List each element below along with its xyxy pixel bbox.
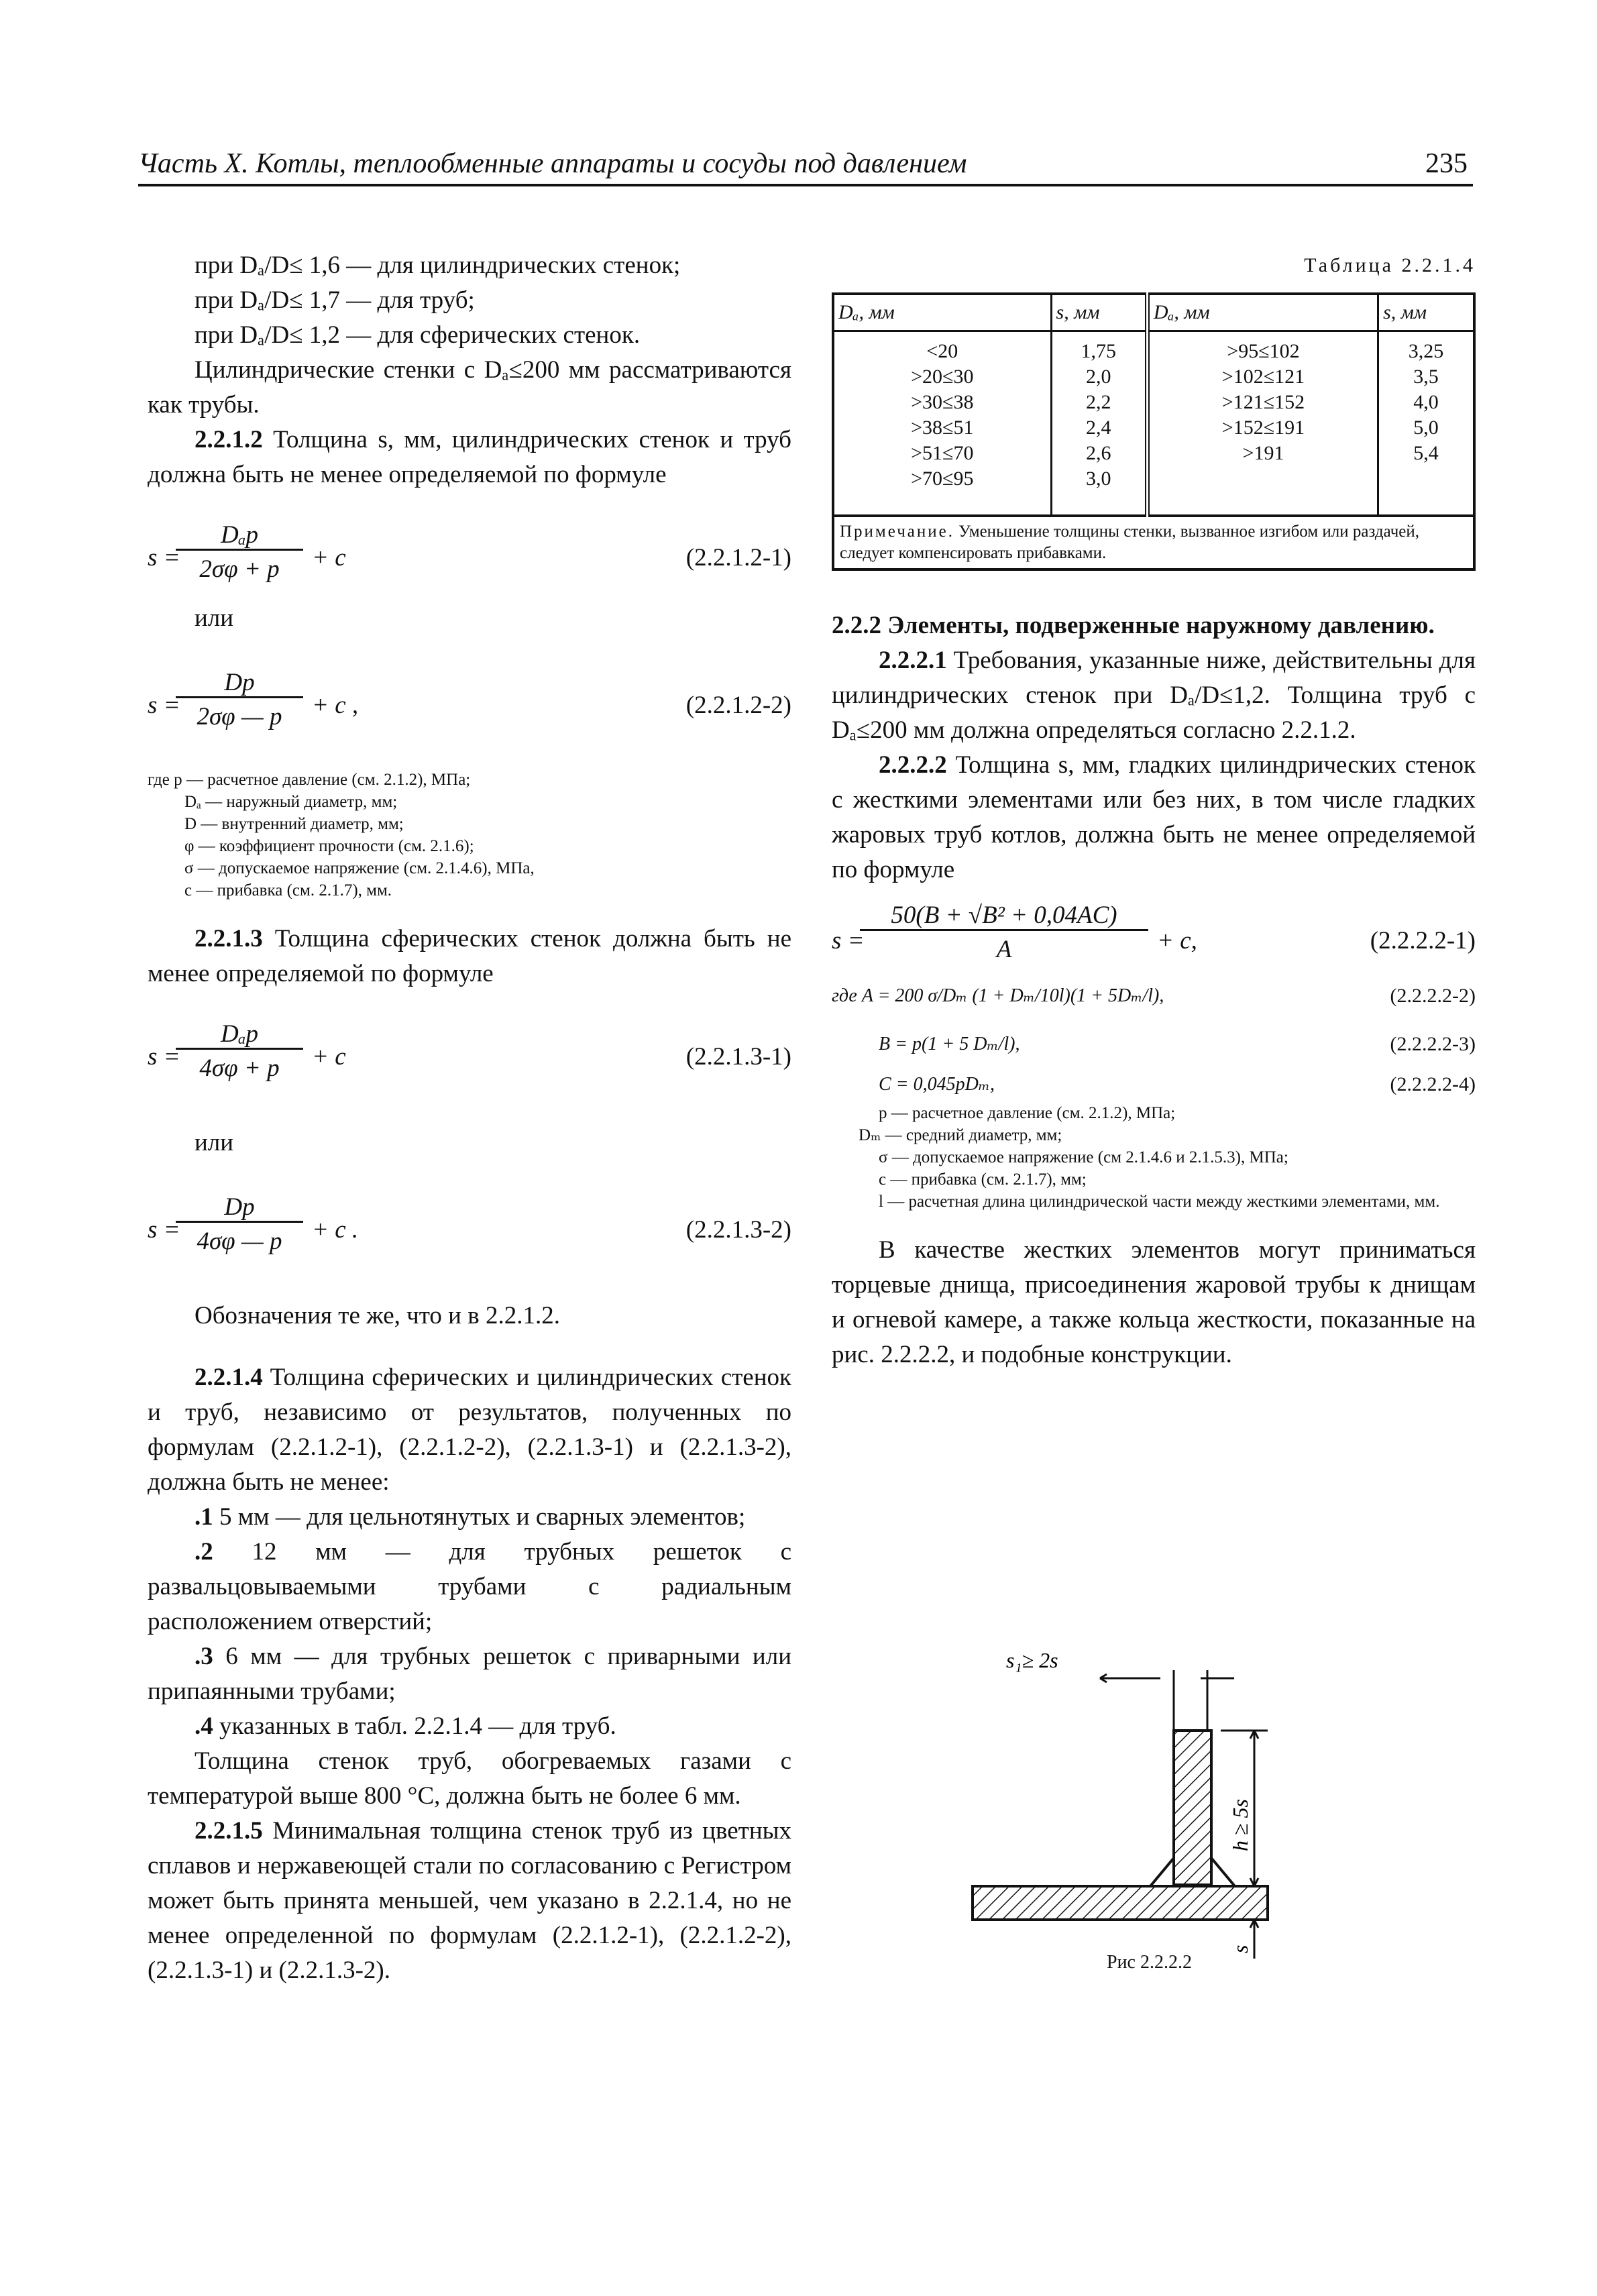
label-h: h ≥ 5s [1228, 1798, 1252, 1851]
list-item [148, 1639, 791, 1709]
formula-fraction [860, 898, 1148, 967]
section-2-2-2-2 [832, 748, 1476, 887]
list-item [148, 1535, 791, 1639]
formula-lhs: s = [148, 1043, 180, 1071]
formula-fraction [176, 1017, 303, 1086]
formula-2-2-1-2-2 [148, 653, 791, 754]
note-label: Примечание. [840, 523, 955, 541]
running-head [138, 142, 1473, 186]
formula-numerator: Dp [224, 1193, 255, 1221]
same-notation: Обозначения те же, что и в 2.2.1.2. [195, 1302, 560, 1329]
weld-left [1150, 1858, 1174, 1886]
condition-sphere: при Dₐ/D≤ 1,2 — для сферических стенок. [195, 321, 641, 349]
section-number: 2.2.1.5 [195, 1817, 263, 1845]
fraction-bar [860, 929, 1148, 931]
equation-number: (2.2.2.2-3) [1390, 1033, 1476, 1055]
table-cell: 1,75 2,0 2,2 2,4 2,6 3,0 [1051, 331, 1147, 516]
section-number: 2.2.2.1 [879, 647, 947, 674]
legend-line: c — прибавка (см. 2.1.7), мм. [184, 881, 392, 899]
label-s: s [1228, 1945, 1252, 1953]
table-row [833, 331, 1474, 516]
list-item [148, 1709, 791, 1744]
item-number: .1 [195, 1503, 213, 1531]
table-note [833, 516, 1474, 569]
equation-number: (2.2.1.2-2) [685, 692, 791, 719]
formula-tail: + c, [1157, 927, 1197, 954]
formula-numerator: Dₐp [220, 1020, 259, 1048]
section-2-2-2-title: 2.2.2 Элементы, подверженные наружному давлению. [832, 612, 1435, 639]
legend-line: Dₘ — средний диаметр, мм; [859, 1126, 1062, 1144]
section-number: 2.2.1.2 [195, 426, 263, 453]
label-s1: s₁≥ 2s [1006, 1648, 1058, 1672]
section-number: 2.2.2.2 [879, 751, 947, 779]
formula-2-2-1-3-2 [148, 1178, 791, 1278]
section-2-2-1-4 [148, 1360, 791, 1500]
formula-numerator: Dp [224, 669, 255, 696]
item-text: указанных в табл. 2.2.1.4 — для труб. [213, 1712, 616, 1740]
left-column [148, 248, 791, 1988]
formula-lhs: s = [148, 1216, 180, 1244]
table-cell: <20 >20≤30 >30≤38 >38≤51 >51≤70 >70≤95 [833, 331, 1051, 516]
right-column [832, 248, 1476, 1372]
formula-2-2-1-3-1 [148, 1005, 791, 1105]
formula-2-2-2-2-2 [832, 975, 1476, 1023]
equation-number: (2.2.2.2-2) [1390, 985, 1476, 1007]
legend-line: σ — допускаемое напряжение (см. 2.1.4.6), МПа, [184, 859, 535, 877]
formula-2-2-2-2-4 [832, 1071, 1476, 1102]
page-number: 235 [1425, 148, 1468, 179]
table-caption: Таблица 2.2.1.4 [1304, 254, 1476, 276]
table-cell: 3,25 3,5 4,0 5,0 5,4 [1378, 331, 1474, 516]
formula-denominator: 4σφ + p [199, 1054, 280, 1082]
legend-line: Dₐ — наружный диаметр, мм; [184, 793, 398, 811]
formula-tail: + c [312, 544, 346, 571]
fraction-bar [176, 1221, 303, 1223]
list-item [148, 1500, 791, 1535]
weld-right [1211, 1858, 1235, 1886]
table-header: s, мм [1378, 294, 1474, 331]
table-header: Dₐ, мм [833, 294, 1051, 331]
table-header: s, мм [1051, 294, 1147, 331]
equation-number: (2.2.2.2-1) [1370, 927, 1476, 954]
formula-text: B = p(1 + 5 Dₘ/l), [879, 1034, 1020, 1054]
fraction-bar [176, 1048, 303, 1050]
equation-number: (2.2.1.3-2) [685, 1216, 791, 1244]
section-text: Толщина s, мм, гладких цилиндрических стенок с жесткими элементами или без них, в том числе гладких жаровых труб котлов, должна быть не менее определяемой по формуле [832, 751, 1476, 883]
hot-tubes-paragraph: Толщина стенок труб, обогреваемых газами с температурой выше 800 °С, должна быть не более 6 мм. [148, 1747, 791, 1810]
condition-cylinder: при Dₐ/D≤ 1,6 — для цилиндрических стенок; [195, 252, 681, 279]
formula-denominator: A [996, 936, 1012, 963]
item-text: 5 мм — для цельнотянутых и сварных элементов; [213, 1503, 746, 1531]
table-header-row [833, 294, 1474, 331]
formula-numerator: Dₐp [220, 521, 259, 549]
section-text: Толщина сферических стенок должна быть не менее определяемой по формуле [148, 925, 791, 987]
legend-line: l — расчетная длина цилиндрической части между жесткими элементами, мм. [879, 1193, 1440, 1211]
section-text: Требования, указанные ниже, действительны для цилиндрических стенок при Dₐ/D≤1,2. Толщина труб с Dₐ≤200 мм должна определяться согласно 2.2.1.2. [832, 647, 1476, 744]
legend-line: D — внутренний диаметр, мм; [184, 815, 404, 833]
formula-denominator: 4σφ — p [197, 1227, 282, 1255]
formula-tail: + c [312, 1043, 346, 1071]
legend-line: c — прибавка (см. 2.1.7), мм; [879, 1170, 1087, 1189]
section-2-2-1-5 [148, 1814, 791, 1988]
formula-fraction [176, 665, 303, 734]
formula-denominator: 2σφ — p [197, 703, 282, 730]
formula-tail: + c . [312, 1216, 359, 1244]
legend-line: где p — расчетное давление (см. 2.1.2), МПа; [148, 771, 471, 789]
section-text: Толщина сферических и цилиндрических стенок и труб, независимо от результатов, полученных по формулам (2.2.1.2-1), (2.2.1.2-2), (2.2.1.3-1) и (2.2.1.3-2), должна быть не менее: [148, 1364, 791, 1496]
section-2-2-1-2 [148, 423, 791, 492]
table-cell: >95≤102 >102≤121 >121≤152 >152≤191 >191 [1147, 331, 1378, 516]
condition-tube: при Dₐ/D≤ 1,7 — для труб; [195, 286, 475, 314]
formula-2-2-2-2-3 [832, 1023, 1476, 1071]
stiffening-ring-drawing [966, 1637, 1274, 1972]
table-header: Dₐ, мм [1147, 294, 1378, 331]
ring-section [1174, 1731, 1211, 1885]
note-text: Уменьшение толщины стенки, вызванное изгибом или раздачей, следует компенсировать прибавками. [840, 523, 1420, 562]
section-text: Толщина s, мм, цилиндрических стенок и труб должна быть не менее определяемой по формуле [148, 426, 791, 488]
formula-lhs: s = [148, 692, 180, 719]
legend-right [859, 1102, 1476, 1213]
equation-number: (2.2.1.3-1) [685, 1043, 791, 1071]
formula-tail: + c , [312, 692, 359, 719]
formula-text: C = 0,045pDₘ, [879, 1074, 995, 1095]
item-text: 12 мм — для трубных решеток с развальцовываемыми трубами с радиальным расположением отверстий; [148, 1538, 791, 1635]
spacer [148, 1333, 791, 1360]
equation-number: (2.2.2.2-4) [1390, 1073, 1476, 1095]
formula-text: где A = 200 σ/Dₘ (1 + Dₘ/10l)(1 + 5Dₘ/l), [832, 985, 1164, 1006]
figure-2-2-2-2 [966, 1637, 1274, 1972]
formula-lhs: s = [148, 544, 180, 571]
legend-line: σ — допускаемое напряжение (см 2.1.4.6 и 2.1.5.3), МПа; [879, 1148, 1288, 1166]
wall-plate [973, 1886, 1268, 1920]
running-title: Часть X. Котлы, теплообменные аппараты и сосуды под давлением [138, 148, 967, 179]
fraction-bar [176, 696, 303, 698]
figure-caption: Рис 2.2.2.2 [1107, 1952, 1192, 1973]
legend-left [148, 769, 791, 901]
formula-fraction [176, 518, 303, 587]
formula-fraction [176, 1190, 303, 1259]
section-number: 2.2.1.4 [195, 1364, 263, 1391]
or-word: или [195, 1129, 234, 1156]
section-2-2-2-1 [832, 643, 1476, 748]
legend-line: φ — коэффициент прочности (см. 2.1.6); [184, 837, 474, 855]
cylinder-as-tube: Цилиндрические стенки с Dₐ≤200 мм рассматриваются как трубы. [148, 356, 791, 419]
section-text: Минимальная толщина стенок труб из цветных сплавов и нержавеющей стали по согласованию с Регистром может быть принята меньшей, чем указано в 2.2.1.4, но не менее определенной по формулам (2.2.1.2-1), (2.2.1.2-2), (2.2.1.3-1) и (2.2.1.3-2). [148, 1817, 791, 1984]
item-number: .3 [195, 1643, 213, 1670]
table-note-row [833, 516, 1474, 569]
rigid-elements-paragraph: В качестве жестких элементов могут приниматься торцевые днища, присоединения жаровой трубы к днищам и огневой камере, а также кольца жесткости, показанные на рис. 2.2.2.2, и подобные конструкции. [832, 1236, 1476, 1368]
or-word: или [195, 604, 234, 632]
item-number: .4 [195, 1712, 213, 1740]
equation-number: (2.2.1.2-1) [685, 544, 791, 571]
fraction-bar [176, 549, 303, 551]
formula-2-2-2-2-1 [832, 894, 1476, 975]
formula-denominator: 2σφ + p [199, 555, 280, 583]
formula-lhs: s = [832, 927, 865, 954]
formula-numerator: 50(B + √B² + 0,04AC) [891, 901, 1117, 929]
item-number: .2 [195, 1538, 213, 1566]
section-number: 2.2.1.3 [195, 925, 263, 952]
item-text: 6 мм — для трубных решеток с приварными или припаянными трубами; [148, 1643, 791, 1705]
thickness-table [832, 292, 1476, 571]
legend-line: p — расчетное давление (см. 2.1.2), МПа; [879, 1104, 1176, 1122]
formula-2-2-1-2-1 [148, 506, 791, 606]
section-2-2-1-3 [148, 922, 791, 991]
